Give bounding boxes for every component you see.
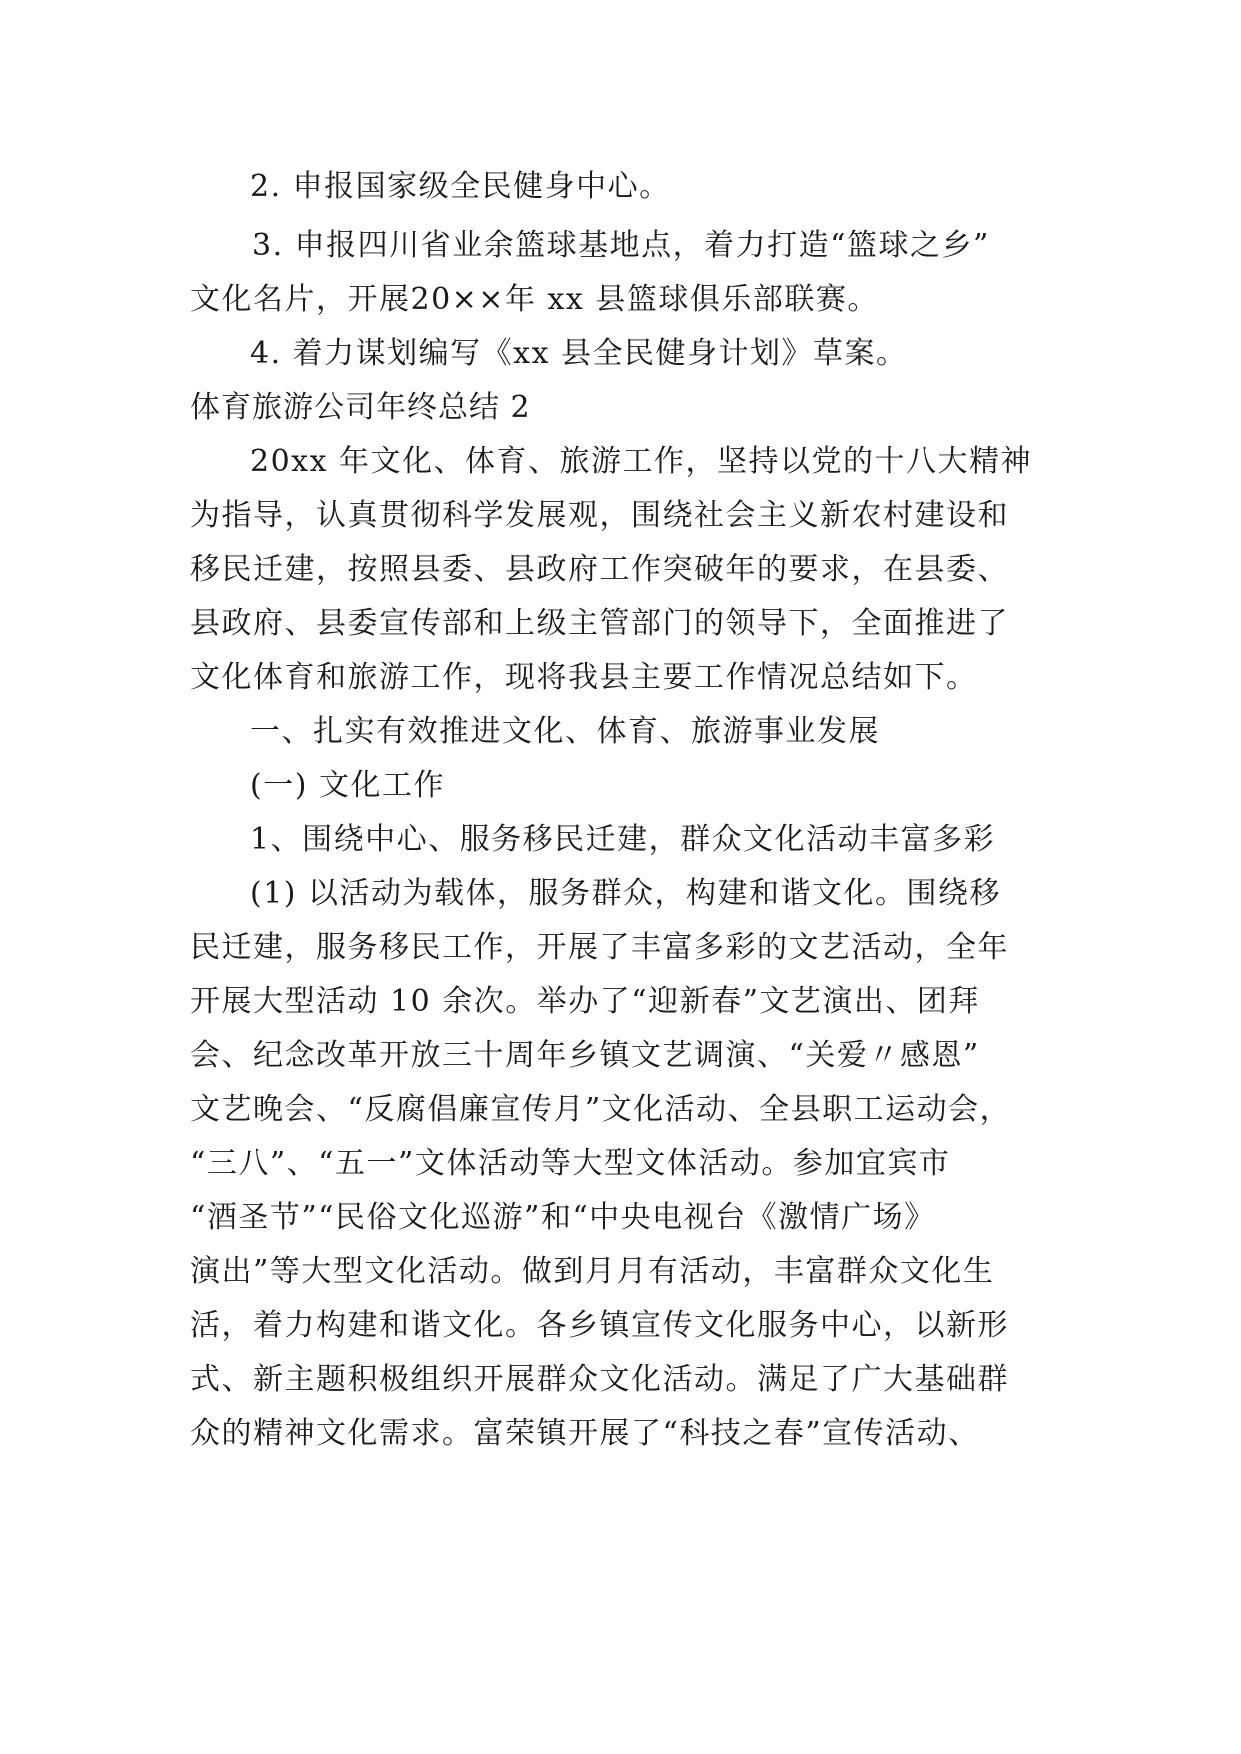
body-paragraph-line-11: 众的精神文化需求。富荣镇开展了“科技之春”宣传活动、 xyxy=(190,1416,980,1451)
body-paragraph-line-9: 活，着力构建和谐文化。各乡镇宣传文化服务中心，以新形 xyxy=(190,1308,1009,1343)
body-paragraph-line-3: 开展大型活动 10 余次。举办了“迎新春”文艺演出、团拜 xyxy=(190,984,980,1019)
body-paragraph-line-1: (1) 以活动为载体，服务群众，构建和谐文化。围绕移 xyxy=(250,876,1002,911)
body-paragraph-line-5: 文艺晚会、“反腐倡廉宣传月”文化活动、全县职工运动会， xyxy=(190,1092,1012,1127)
section-title: 体育旅游公司年终总结 2 xyxy=(190,390,531,425)
body-paragraph-line-7: “酒圣节”“民俗文化巡游”和“中央电视台《激情广场》 xyxy=(190,1200,936,1235)
heading-level-3: 1、围绕中心、服务移民迁建，群众文化活动丰富多彩 xyxy=(250,822,996,857)
body-paragraph-line-4: 会、纪念改革开放三十周年乡镇文艺调演、“关爱〃感恩” xyxy=(190,1038,980,1073)
document-body xyxy=(190,160,1090,1461)
paragraph-item-4: 4. 着力谋划编写《xx 县全民健身计划》草案。 xyxy=(250,336,908,371)
intro-paragraph-line-2: 为指导，认真贯彻科学发展观，围绕社会主义新农村建设和 xyxy=(190,498,1009,533)
paragraph-item-2: 2. 申报国家级全民健身中心。 xyxy=(250,169,671,204)
body-paragraph-line-2: 民迁建，服务移民工作，开展了丰富多彩的文艺活动，全年 xyxy=(190,930,1009,965)
heading-level-1: 一、扎实有效推进文化、体育、旅游事业发展 xyxy=(250,714,880,749)
body-paragraph-line-6: “三八”、“五一”文体活动等大型文体活动。参加宜宾市 xyxy=(190,1146,951,1181)
body-paragraph-line-8: 演出”等大型文化活动。做到月月有活动，丰富群众文化生 xyxy=(190,1254,995,1289)
body-paragraph-line-10: 式、新主题积极组织开展群众文化活动。满足了广大基础群 xyxy=(190,1362,1009,1397)
intro-paragraph-line-3: 移民迁建，按照县委、县政府工作突破年的要求，在县委、 xyxy=(190,552,1009,587)
heading-level-2: (一) 文化工作 xyxy=(250,768,445,803)
intro-paragraph-line-5: 文化体育和旅游工作，现将我县主要工作情况总结如下。 xyxy=(190,660,978,695)
intro-paragraph-line-1: 20xx 年文化、体育、旅游工作，坚持以党的十八大精神 xyxy=(250,444,1033,479)
paragraph-item-3: 3. 申报四川省业余篮球基地点，着力打造“篮球之乡” xyxy=(252,228,990,263)
intro-paragraph-line-4: 县政府、县委宣传部和上级主管部门的领导下，全面推进了 xyxy=(190,606,1009,641)
paragraph-item-3-cont: 文化名片，开展20××年 xx 县篮球俱乐部联赛。 xyxy=(190,282,879,317)
